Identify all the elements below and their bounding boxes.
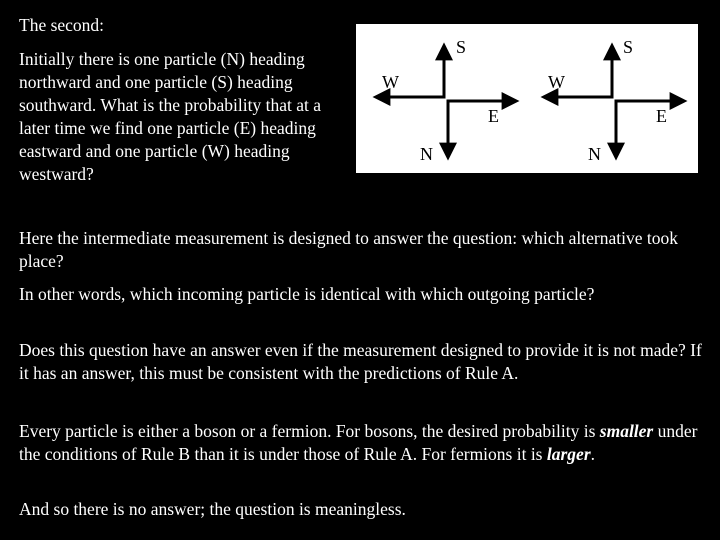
left-label-n: N <box>420 144 433 164</box>
left-label-e: E <box>488 106 499 126</box>
left-ne-path <box>448 101 516 157</box>
paragraph-intermediate-measurement: Here the intermediate measurement is designed to answer the question: which alternative took place? <box>19 228 678 271</box>
paragraph-boson-fermion <box>19 420 709 466</box>
right-diagram <box>544 46 684 157</box>
right-label-e: E <box>656 106 667 126</box>
paragraph-conclusion: And so there is no answer; the question is meaningless. <box>19 499 406 519</box>
p5-text-c: . <box>590 444 595 464</box>
p5-text-a: Every particle is either a boson or a fermion. For bosons, the desired probability is <box>19 421 600 441</box>
p5-emphasis-smaller: smaller <box>599 421 654 441</box>
right-label-s: S <box>623 37 634 57</box>
scattering-diagram <box>356 24 698 173</box>
left-diagram <box>376 46 516 157</box>
left-label-w: W <box>382 72 399 92</box>
right-ne-path <box>616 101 684 157</box>
intro-paragraph: Initially there is one particle (N) heading northward and one particle (S) heading southward. What is the probability that at a later time we find one particle (E) heading eastward and one particle (W) heading westward? <box>19 49 321 184</box>
paragraph-other-words: In other words, which incoming particle is identical with which outgoing particle? <box>19 284 595 304</box>
paragraph-question: Does this question have an answer even if the measurement designed to provide it is not made? If it has an answer, this must be consistent with the predictions of Rule A. <box>19 340 702 383</box>
left-label-s: S <box>456 37 467 57</box>
p5-emphasis-larger: larger <box>546 444 591 464</box>
scattering-diagram-svg <box>356 24 698 173</box>
intro-title: The second: <box>19 15 105 35</box>
right-label-w: W <box>548 72 565 92</box>
right-label-n: N <box>588 144 601 164</box>
p5-text-b: under the conditions of Rule B than it is under those of Rule A. For fermions it is <box>19 421 698 464</box>
